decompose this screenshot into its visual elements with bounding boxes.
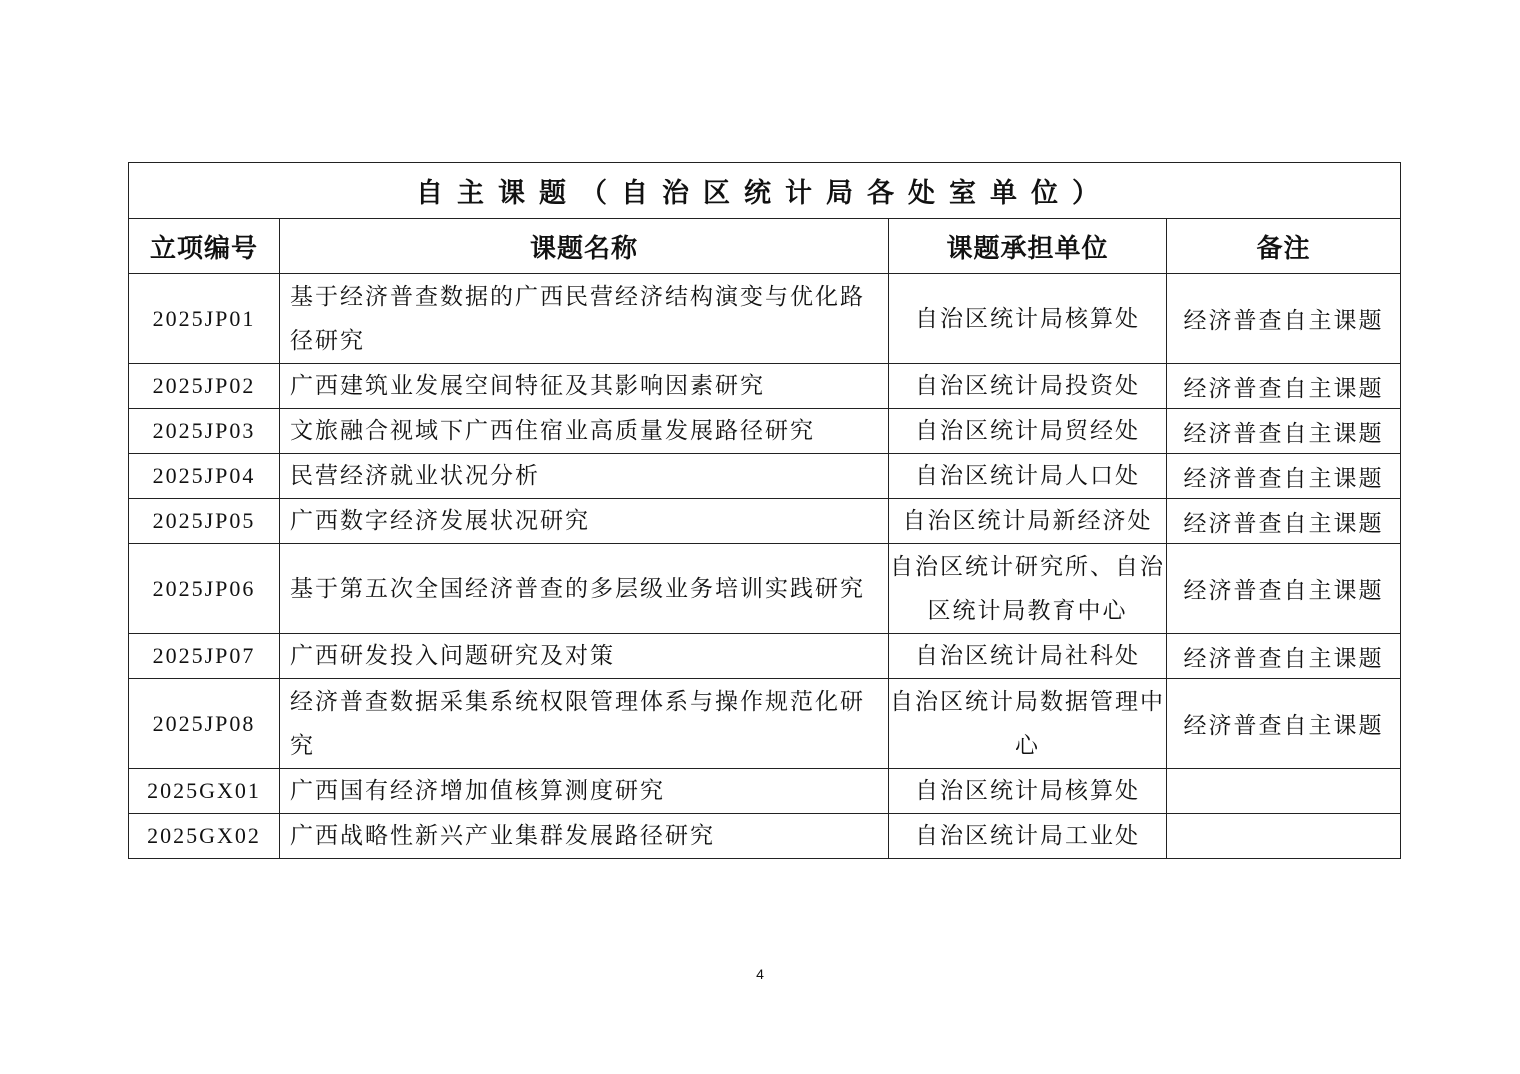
table-row: [129, 499, 1401, 544]
project-note: 经济普查自主课题: [1167, 499, 1401, 544]
page-number: 4: [756, 966, 764, 982]
project-id: 2025JP01: [129, 274, 280, 364]
project-unit: 自治区统计局新经济处: [889, 499, 1167, 544]
project-id: 2025JP04: [129, 454, 280, 499]
table-header-row: [129, 219, 1401, 274]
project-unit: 自治区统计局投资处: [889, 364, 1167, 409]
project-unit: 自治区统计局人口处: [889, 454, 1167, 499]
project-id: 2025JP07: [129, 634, 280, 679]
project-unit: 自治区统计局社科处: [889, 634, 1167, 679]
header-note: 备注: [1167, 219, 1401, 274]
project-title: 文旅融合视域下广西住宿业高质量发展路径研究: [280, 409, 889, 454]
project-title: 广西研发投入问题研究及对策: [280, 634, 889, 679]
project-id: 2025JP05: [129, 499, 280, 544]
table-row: [129, 274, 1401, 364]
table-title: 自主课题（自治区统计局各处室单位）: [129, 163, 1401, 219]
project-id: 2025JP08: [129, 679, 280, 769]
table-row: [129, 679, 1401, 769]
project-note: [1167, 769, 1401, 814]
table-title-row: [129, 163, 1401, 219]
project-id: 2025GX02: [129, 814, 280, 859]
project-id: 2025GX01: [129, 769, 280, 814]
table-row: [129, 364, 1401, 409]
project-note: [1167, 814, 1401, 859]
project-note: 经济普查自主课题: [1167, 679, 1401, 769]
table-row: [129, 814, 1401, 859]
table-row: [129, 409, 1401, 454]
project-title: 基于经济普查数据的广西民营经济结构演变与优化路径研究: [280, 274, 889, 364]
project-unit: 自治区统计局贸经处: [889, 409, 1167, 454]
project-note: 经济普查自主课题: [1167, 274, 1401, 364]
header-title: 课题名称: [280, 219, 889, 274]
project-id: 2025JP06: [129, 544, 280, 634]
project-unit: 自治区统计局核算处: [889, 274, 1167, 364]
project-id: 2025JP02: [129, 364, 280, 409]
project-note: 经济普查自主课题: [1167, 634, 1401, 679]
project-title: 经济普查数据采集系统权限管理体系与操作规范化研究: [280, 679, 889, 769]
table-row: [129, 769, 1401, 814]
table-row: [129, 634, 1401, 679]
project-note: 经济普查自主课题: [1167, 364, 1401, 409]
project-id: 2025JP03: [129, 409, 280, 454]
project-title: 广西国有经济增加值核算测度研究: [280, 769, 889, 814]
table-row: [129, 544, 1401, 634]
project-note: 经济普查自主课题: [1167, 409, 1401, 454]
project-table: [128, 162, 1401, 859]
project-unit: 自治区统计研究所、自治区统计局教育中心: [889, 544, 1167, 634]
project-unit: 自治区统计局数据管理中心: [889, 679, 1167, 769]
table-row: [129, 454, 1401, 499]
header-id: 立项编号: [129, 219, 280, 274]
project-unit: 自治区统计局核算处: [889, 769, 1167, 814]
project-note: 经济普查自主课题: [1167, 454, 1401, 499]
project-title: 广西战略性新兴产业集群发展路径研究: [280, 814, 889, 859]
project-title: 基于第五次全国经济普查的多层级业务培训实践研究: [280, 544, 889, 634]
project-title: 广西数字经济发展状况研究: [280, 499, 889, 544]
project-unit: 自治区统计局工业处: [889, 814, 1167, 859]
project-title: 广西建筑业发展空间特征及其影响因素研究: [280, 364, 889, 409]
header-unit: 课题承担单位: [889, 219, 1167, 274]
project-note: 经济普查自主课题: [1167, 544, 1401, 634]
project-title: 民营经济就业状况分析: [280, 454, 889, 499]
